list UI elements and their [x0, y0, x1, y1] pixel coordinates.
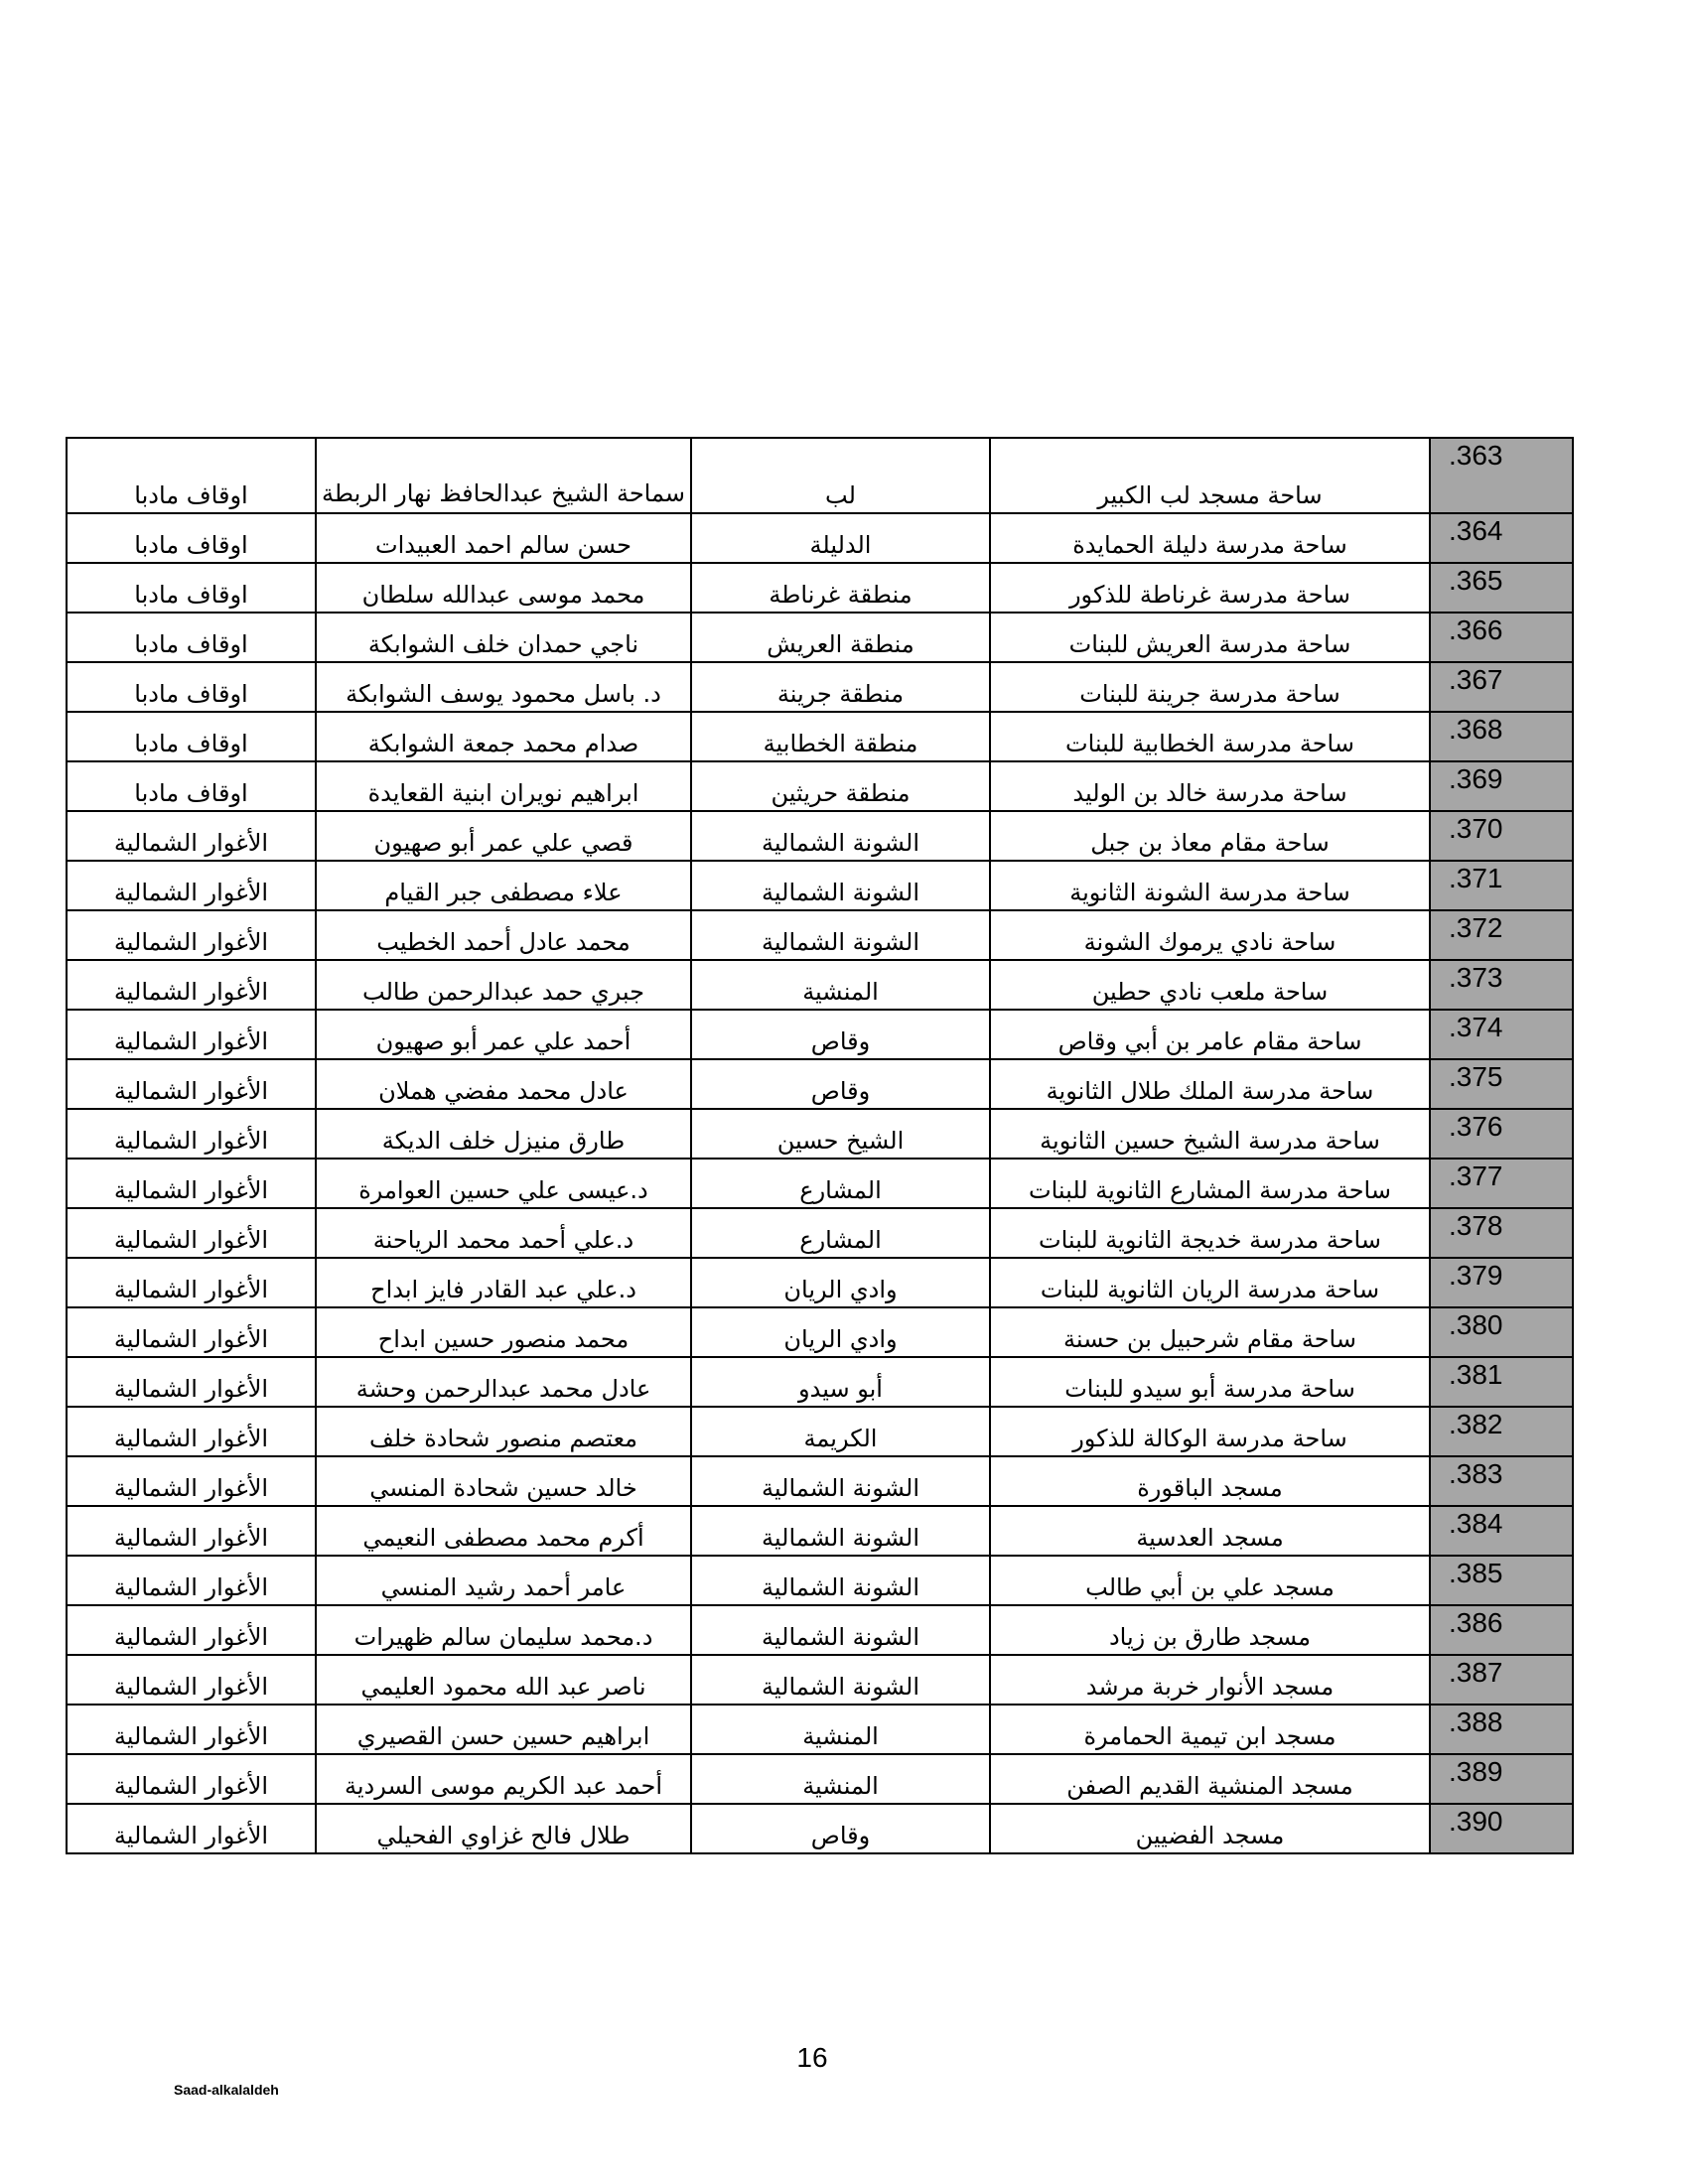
row-number-cell: .379	[1430, 1258, 1573, 1307]
area-cell: الشونة الشمالية	[691, 1456, 990, 1506]
directorate-cell: الأغوار الشمالية	[67, 1556, 316, 1605]
area-cell: الشونة الشمالية	[691, 1556, 990, 1605]
directorate-cell: الأغوار الشمالية	[67, 1010, 316, 1059]
area-cell: وقاص	[691, 1804, 990, 1853]
area-cell: المنشية	[691, 1754, 990, 1804]
table-row	[67, 613, 1573, 662]
directorate-cell: اوقاف مادبا	[67, 563, 316, 613]
directorate-cell: الأغوار الشمالية	[67, 1307, 316, 1357]
person-cell: ابراهيم نويران ابنية القعايدة	[316, 761, 691, 811]
row-number-cell: .364	[1430, 513, 1573, 563]
row-number-cell: .365	[1430, 563, 1573, 613]
area-cell: الشونة الشمالية	[691, 811, 990, 861]
directorate-cell: اوقاف مادبا	[67, 613, 316, 662]
row-number-cell: .383	[1430, 1456, 1573, 1506]
area-cell: وقاص	[691, 1059, 990, 1109]
place-cell: مسجد الباقورة	[990, 1456, 1430, 1506]
directorate-cell: اوقاف مادبا	[67, 513, 316, 563]
table-row	[67, 1357, 1573, 1407]
place-cell: مسجد المنشية القديم الصفن	[990, 1754, 1430, 1804]
place-cell: ساحة مسجد لب الكبير	[990, 438, 1430, 513]
table-row	[67, 1754, 1573, 1804]
row-number-cell: .390	[1430, 1804, 1573, 1853]
person-cell: ناصر عبد الله محمود العليمي	[316, 1655, 691, 1705]
row-number-cell: .369	[1430, 761, 1573, 811]
row-number-cell: .377	[1430, 1159, 1573, 1208]
table-row	[67, 712, 1573, 761]
area-cell: منطقة حريثين	[691, 761, 990, 811]
table-row	[67, 1208, 1573, 1258]
area-cell: الشونة الشمالية	[691, 1655, 990, 1705]
place-cell: مسجد الفضيين	[990, 1804, 1430, 1853]
table-row	[67, 1804, 1573, 1853]
area-cell: المنشية	[691, 960, 990, 1010]
table-row	[67, 1109, 1573, 1159]
person-cell: عامر أحمد رشيد المنسي	[316, 1556, 691, 1605]
person-cell: خالد حسين شحادة المنسي	[316, 1456, 691, 1506]
row-number-cell: .381	[1430, 1357, 1573, 1407]
place-cell: ساحة نادي يرموك الشونة	[990, 910, 1430, 960]
table-row	[67, 1010, 1573, 1059]
directorate-cell: الأغوار الشمالية	[67, 960, 316, 1010]
table-row	[67, 1705, 1573, 1754]
row-number-cell: .380	[1430, 1307, 1573, 1357]
directorate-cell: الأغوار الشمالية	[67, 1655, 316, 1705]
row-number-cell: .368	[1430, 712, 1573, 761]
person-cell: محمد عادل أحمد الخطيب	[316, 910, 691, 960]
place-cell: ساحة مدرسة خديجة الثانوية للبنات	[990, 1208, 1430, 1258]
row-number-cell: .376	[1430, 1109, 1573, 1159]
table-row	[67, 861, 1573, 910]
place-cell: مسجد الأنوار خربة مرشد	[990, 1655, 1430, 1705]
person-cell: علاء مصطفى جبر القيام	[316, 861, 691, 910]
place-cell: ساحة مقام شرحبيل بن حسنة	[990, 1307, 1430, 1357]
row-number-cell: .363	[1430, 438, 1573, 513]
directorate-cell: الأغوار الشمالية	[67, 1804, 316, 1853]
person-cell: د.علي عبد القادر فايز ابداح	[316, 1258, 691, 1307]
directorate-cell: اوقاف مادبا	[67, 438, 316, 513]
place-cell: ساحة مدرسة المشارع الثانوية للبنات	[990, 1159, 1430, 1208]
table-row	[67, 1556, 1573, 1605]
person-cell: ابراهيم حسين حسن القصيري	[316, 1705, 691, 1754]
area-cell: الدليلة	[691, 513, 990, 563]
person-cell: جبري حمد عبدالرحمن طالب	[316, 960, 691, 1010]
place-cell: ساحة مدرسة العريش للبنات	[990, 613, 1430, 662]
place-cell: مسجد العدسية	[990, 1506, 1430, 1556]
person-cell: صدام محمد جمعة الشوابكة	[316, 712, 691, 761]
table-row	[67, 1506, 1573, 1556]
place-cell: ساحة مدرسة أبو سيدو للبنات	[990, 1357, 1430, 1407]
row-number-cell: .386	[1430, 1605, 1573, 1655]
table-row	[67, 910, 1573, 960]
person-cell: طلال فالح غزاوي الفحيلي	[316, 1804, 691, 1853]
table-row	[67, 563, 1573, 613]
directorate-cell: اوقاف مادبا	[67, 712, 316, 761]
directorate-cell: الأغوار الشمالية	[67, 1258, 316, 1307]
area-cell: المشارع	[691, 1159, 990, 1208]
person-cell: د.عيسى علي حسين العوامرة	[316, 1159, 691, 1208]
person-cell: طارق منيزل خلف الديكة	[316, 1109, 691, 1159]
row-number-cell: .367	[1430, 662, 1573, 712]
place-cell: ساحة مدرسة غرناطة للذكور	[990, 563, 1430, 613]
place-cell: ساحة مدرسة الوكالة للذكور	[990, 1407, 1430, 1456]
place-cell: ساحة مدرسة الملك طلال الثانوية	[990, 1059, 1430, 1109]
directorate-cell: الأغوار الشمالية	[67, 1506, 316, 1556]
table-row	[67, 438, 1573, 513]
place-cell: ساحة مدرسة الريان الثانوية للبنات	[990, 1258, 1430, 1307]
row-number-cell: .385	[1430, 1556, 1573, 1605]
directorate-cell: الأغوار الشمالية	[67, 910, 316, 960]
person-cell: د.محمد سليمان سالم ظهيرات	[316, 1605, 691, 1655]
area-cell: الشونة الشمالية	[691, 1605, 990, 1655]
person-cell: معتصم منصور شحادة خلف	[316, 1407, 691, 1456]
place-cell: ساحة مقام عامر بن أبي وقاص	[990, 1010, 1430, 1059]
directorate-cell: الأغوار الشمالية	[67, 1705, 316, 1754]
table-row	[67, 1307, 1573, 1357]
place-cell: ساحة مدرسة دليلة الحمايدة	[990, 513, 1430, 563]
table-row	[67, 1159, 1573, 1208]
directorate-cell: الأغوار الشمالية	[67, 1754, 316, 1804]
directorate-cell: الأغوار الشمالية	[67, 1605, 316, 1655]
table-row	[67, 662, 1573, 712]
area-cell: الكريمة	[691, 1407, 990, 1456]
row-number-cell: .389	[1430, 1754, 1573, 1804]
row-number-cell: .378	[1430, 1208, 1573, 1258]
table-row	[67, 1258, 1573, 1307]
row-number-cell: .366	[1430, 613, 1573, 662]
person-cell: د. باسل محمود يوسف الشوابكة	[316, 662, 691, 712]
directorate-cell: الأغوار الشمالية	[67, 861, 316, 910]
area-cell: منطقة غرناطة	[691, 563, 990, 613]
person-cell: ناجي حمدان خلف الشوابكة	[316, 613, 691, 662]
area-cell: أبو سيدو	[691, 1357, 990, 1407]
place-cell: مسجد علي بن أبي طالب	[990, 1556, 1430, 1605]
table-row	[67, 1605, 1573, 1655]
table-row	[67, 1059, 1573, 1109]
directorate-cell: الأغوار الشمالية	[67, 1159, 316, 1208]
person-cell: حسن سالم احمد العبيدات	[316, 513, 691, 563]
place-cell: ساحة مدرسة الخطابية للبنات	[990, 712, 1430, 761]
directorate-cell: الأغوار الشمالية	[67, 1456, 316, 1506]
directorate-cell: اوقاف مادبا	[67, 662, 316, 712]
row-number-cell: .372	[1430, 910, 1573, 960]
locations-table	[66, 437, 1574, 1854]
person-cell: قصي علي عمر أبو صهيون	[316, 811, 691, 861]
person-cell: عادل محمد عبدالرحمن وحشة	[316, 1357, 691, 1407]
row-number-cell: .384	[1430, 1506, 1573, 1556]
directorate-cell: الأغوار الشمالية	[67, 1357, 316, 1407]
place-cell: ساحة ملعب نادي حطين	[990, 960, 1430, 1010]
person-cell: محمد موسى عبدالله سلطان	[316, 563, 691, 613]
table-row	[67, 1456, 1573, 1506]
row-number-cell: .375	[1430, 1059, 1573, 1109]
person-cell: د.علي أحمد محمد الرياحنة	[316, 1208, 691, 1258]
table-row	[67, 811, 1573, 861]
document-table-container	[66, 437, 1572, 1854]
place-cell: مسجد ابن تيمية الحمامرة	[990, 1705, 1430, 1754]
row-number-cell: .382	[1430, 1407, 1573, 1456]
area-cell: الشونة الشمالية	[691, 1506, 990, 1556]
area-cell: لب	[691, 438, 990, 513]
row-number-cell: .371	[1430, 861, 1573, 910]
place-cell: ساحة مقام معاذ بن جبل	[990, 811, 1430, 861]
directorate-cell: الأغوار الشمالية	[67, 1109, 316, 1159]
area-cell: وادي الريان	[691, 1258, 990, 1307]
person-cell: سماحة الشيخ عبدالحافظ نهار الربطة	[316, 438, 691, 513]
table-row	[67, 1655, 1573, 1705]
area-cell: وقاص	[691, 1010, 990, 1059]
directorate-cell: الأغوار الشمالية	[67, 1059, 316, 1109]
table-row	[67, 1407, 1573, 1456]
row-number-cell: .387	[1430, 1655, 1573, 1705]
person-cell: أحمد علي عمر أبو صهيون	[316, 1010, 691, 1059]
row-number-cell: .370	[1430, 811, 1573, 861]
table-body	[67, 438, 1573, 1853]
place-cell: ساحة مدرسة الشيخ حسين الثانوية	[990, 1109, 1430, 1159]
row-number-cell: .388	[1430, 1705, 1573, 1754]
directorate-cell: الأغوار الشمالية	[67, 1407, 316, 1456]
person-cell: عادل محمد مفضي هملان	[316, 1059, 691, 1109]
area-cell: الشيخ حسين	[691, 1109, 990, 1159]
directorate-cell: الأغوار الشمالية	[67, 1208, 316, 1258]
person-cell: محمد منصور حسين ابداح	[316, 1307, 691, 1357]
area-cell: المشارع	[691, 1208, 990, 1258]
row-number-cell: .374	[1430, 1010, 1573, 1059]
table-row	[67, 513, 1573, 563]
table-row	[67, 960, 1573, 1010]
area-cell: وادي الريان	[691, 1307, 990, 1357]
table-row	[67, 761, 1573, 811]
row-number-cell: .373	[1430, 960, 1573, 1010]
person-cell: أكرم محمد مصطفى النعيمي	[316, 1506, 691, 1556]
directorate-cell: الأغوار الشمالية	[67, 811, 316, 861]
area-cell: منطقة الخطابية	[691, 712, 990, 761]
directorate-cell: اوقاف مادبا	[67, 761, 316, 811]
person-cell: أحمد عبد الكريم موسى السردية	[316, 1754, 691, 1804]
area-cell: الشونة الشمالية	[691, 861, 990, 910]
author-footer: Saad-alkalaldeh	[174, 2082, 279, 2098]
area-cell: المنشية	[691, 1705, 990, 1754]
area-cell: منطقة جرينة	[691, 662, 990, 712]
place-cell: مسجد طارق بن زياد	[990, 1605, 1430, 1655]
page-number: 16	[796, 2042, 828, 2073]
area-cell: منطقة العريش	[691, 613, 990, 662]
area-cell: الشونة الشمالية	[691, 910, 990, 960]
place-cell: ساحة مدرسة خالد بن الوليد	[990, 761, 1430, 811]
place-cell: ساحة مدرسة الشونة الثانوية	[990, 861, 1430, 910]
place-cell: ساحة مدرسة جرينة للبنات	[990, 662, 1430, 712]
